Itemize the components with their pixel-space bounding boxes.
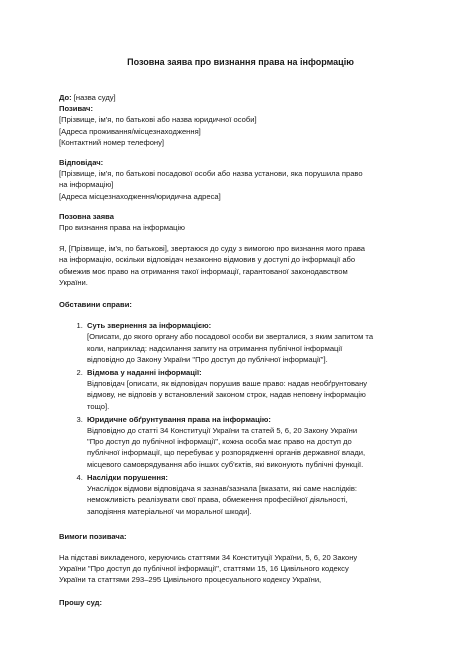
ask-heading: Прошу суд:	[59, 597, 103, 607]
item-title: 1. Суть звернення за інформацією:	[87, 321, 212, 331]
item-line: "Про доступ до публічної інформації", кожна особа має право на доступ до	[87, 437, 352, 447]
defendant-block	[59, 157, 422, 202]
item-line: тощо].	[87, 401, 110, 411]
circumstances-list	[59, 320, 422, 516]
intro-line: на інформацію, оскільки відповідач незаконно відмовив у доступі до інформації або	[59, 255, 356, 265]
document-title: Позовна заява про визнання права на інформацію	[127, 57, 354, 67]
to-label: До:	[59, 93, 72, 102]
demands-line: України та статтями 293–295 Цивільного процесуального кодексу України,	[59, 575, 322, 585]
item-title: 4. Наслідки порушення:	[87, 472, 168, 482]
demands-line: На підставі викладеного, керуючись статтями 34 Конституції України, 5, 6, 20 Закону	[59, 552, 358, 562]
plaintiff-label: Позивач:	[59, 104, 93, 114]
item-line: заподіяння матеріальної чи моральної шкоди].	[87, 506, 252, 516]
item-line: Відповідач [описати, як відповідач порушив ваше право: надав необґрунтовану	[87, 379, 368, 389]
claim-block	[59, 211, 422, 233]
item-title: 2. Відмова у наданні інформації:	[87, 368, 202, 378]
item-line: коли, наприклад: надсилання запиту на отримання публічної інформації	[87, 343, 343, 353]
demands-line: України "Про доступ до публічної інформації", статтями 15, 16 Цивільного кодексу	[59, 564, 349, 574]
item-line: відмову, не відповів у встановлений законом строк, надав неповну інформацію	[87, 390, 366, 400]
defendant-line: на інформацію]	[59, 180, 114, 190]
plaintiff-line: [Адреса проживання/місцезнаходження]	[59, 126, 201, 136]
intro-line: Я, [Прізвище, ім'я, по батькові], звертаюся до суду з вимогою про визнання мого права	[59, 244, 366, 254]
defendant-label: Відповідач:	[59, 158, 104, 168]
defendant-line: [Адреса місцезнаходження/юридична адреса]	[59, 191, 221, 201]
list-item	[85, 320, 422, 365]
list-item	[85, 472, 422, 517]
defendant-line: [Прізвище, ім'я, по батькові посадової особи або назва установи, яка порушила право	[59, 169, 363, 179]
claim-value: Про визнання права на інформацію	[59, 223, 185, 233]
circumstances-heading: Обставини справи:	[59, 300, 132, 310]
item-line: Відповідно до статті 34 Конституції України та статей 5, 6, 20 Закону України	[87, 426, 358, 436]
plaintiff-line: [Прізвище, ім'я, по батькові або назва юридичної особи]	[59, 115, 257, 125]
item-title: 3. Юридичне обґрунтування права на інформацію:	[87, 414, 271, 424]
item-line: неможливість реалізувати свої права, обмеження професійної діяльності,	[87, 495, 348, 505]
to-block	[59, 92, 422, 148]
plaintiff-line: [Контактний номер телефону]	[59, 137, 165, 147]
claim-label: Позовна заява	[59, 211, 114, 221]
to-value: [назва суду]	[71, 93, 116, 102]
list-item	[85, 367, 422, 412]
demands-paragraph	[59, 552, 422, 586]
intro-paragraph	[59, 243, 422, 288]
item-line: місцевого самоврядування або інших суб'єктів, які виконують публічні функції.	[87, 459, 364, 469]
intro-line: обмежив моє право на отримання такої інформації, гарантованої законодавством	[59, 266, 348, 276]
item-line: публічної інформації, що перебуває у розпорядженні органів державної влади,	[87, 448, 366, 458]
item-line: відповідно до Закону України "Про доступ до публічної інформації"].	[87, 354, 328, 364]
item-line: [Описати, до якого органу або посадової особи ви зверталися, з яким запитом та	[87, 332, 374, 342]
item-line: Унаслідок відмови відповідача я зазнав/зазнала [вказати, які саме наслідків:	[87, 484, 358, 494]
demands-heading: Вимоги позивача:	[59, 531, 127, 541]
list-item	[85, 414, 422, 470]
intro-line: України.	[59, 277, 88, 287]
